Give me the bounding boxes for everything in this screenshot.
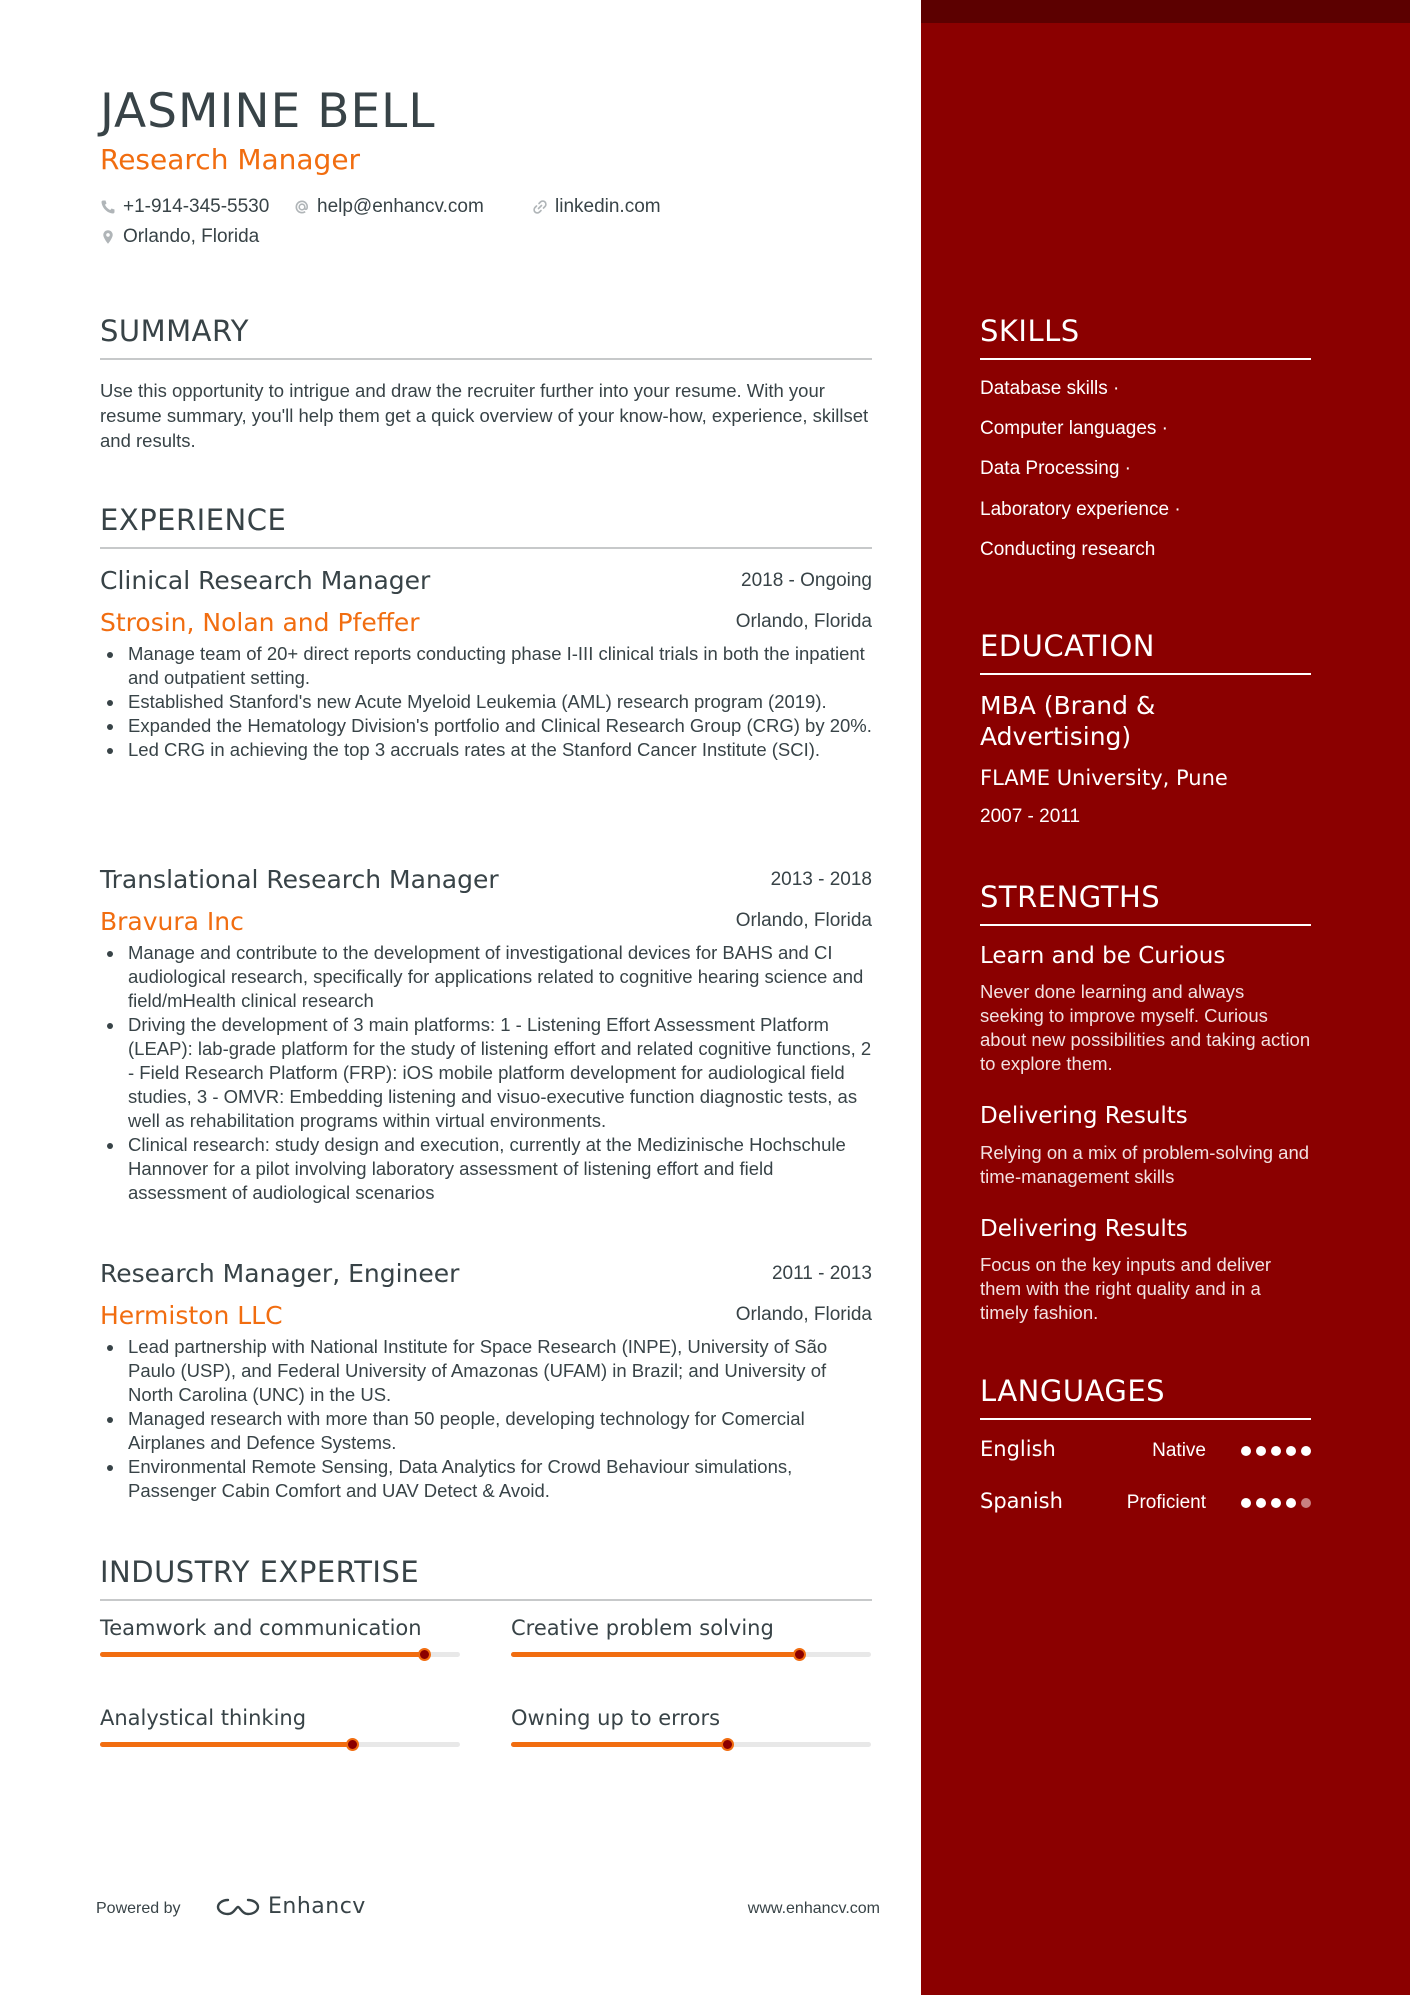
powered-by-text: Powered by <box>96 1900 181 1917</box>
expertise-item <box>100 1706 460 1747</box>
expertise-knob <box>721 1738 734 1751</box>
job-bullets <box>100 642 872 762</box>
location-text: Orlando, Florida <box>123 226 260 247</box>
expertise-track <box>100 1742 460 1747</box>
rating-dot <box>1286 1498 1296 1508</box>
job-bullets <box>100 1335 872 1503</box>
job-title: Clinical Research Manager <box>100 566 431 595</box>
skill-item: Computer languages · <box>980 418 1168 439</box>
expertise-label: Analystical thinking <box>100 1706 307 1730</box>
phone-icon <box>100 199 116 215</box>
job-entry <box>100 1259 872 1503</box>
expertise-label: Teamwork and communication <box>100 1616 422 1640</box>
language-row <box>980 1489 1311 1519</box>
skill-item: Data Processing · <box>980 458 1132 479</box>
job-bullet: Driving the development of 3 main platforms: 1 - Listening Effort Assessment Platform (LEAP): lab-grade platform for the study of listening effort and related cognitive functions, 2 - Field Research Platform (FRP): iOS mobile platform development for audiological field studies, 3 - OMVR: Embedding listening and visuo-executive function diagnostic tests, as well as rehabilitation programs within virtual environments. <box>100 1013 872 1133</box>
contact-linkedin[interactable] <box>532 196 661 218</box>
skills-heading: SKILLS <box>980 314 1311 360</box>
job-dates: 2011 - 2013 <box>771 1263 872 1284</box>
strength-description: Focus on the key inputs and deliver them with the right quality and in a timely fashion. <box>980 1254 1272 1323</box>
language-rating <box>1236 1446 1311 1456</box>
language-name: English <box>980 1437 1056 1461</box>
rating-dot <box>1241 1498 1251 1508</box>
expertise-fill <box>100 1742 352 1747</box>
expertise-item <box>511 1706 871 1747</box>
job-title: Research Manager, Engineer <box>100 1259 460 1288</box>
expertise-track <box>100 1652 460 1657</box>
sidebar <box>921 0 1410 1995</box>
rating-dot <box>1241 1446 1251 1456</box>
language-level: Proficient <box>1126 1492 1206 1513</box>
skill-item: Laboratory experience · <box>980 499 1181 520</box>
job-bullet: Led CRG in achieving the top 3 accruals rates at the Stanford Cancer Institute (SCI). <box>100 738 872 762</box>
job-bullet: Expanded the Hematology Division's portfolio and Clinical Research Group (CRG) by 20%. <box>100 714 872 738</box>
skill-item: Conducting research <box>980 539 1156 560</box>
job-bullet: Environmental Remote Sensing, Data Analytics for Crowd Behaviour simulations, Passenger Cabin Comfort and UAV Detect & Avoid. <box>100 1455 872 1503</box>
rating-dot <box>1256 1446 1266 1456</box>
contact-location <box>100 226 259 248</box>
candidate-name: JASMINE BELL <box>100 84 436 139</box>
strength-title: Delivering Results <box>980 1216 1188 1242</box>
expertise-item <box>511 1616 871 1657</box>
language-row <box>980 1437 1311 1467</box>
phone-text: +1-914-345-5530 <box>123 196 270 217</box>
enhancv-logo-icon <box>214 1895 262 1919</box>
education-degree: MBA (Brand & Advertising) <box>980 691 1156 751</box>
linkedin-text: linkedin.com <box>555 196 661 217</box>
job-company: Bravura Inc <box>100 907 244 936</box>
at-icon <box>294 199 310 215</box>
expertise-label: Owning up to errors <box>511 1706 721 1730</box>
strength-description: Relying on a mix of problem-solving and time-management skills <box>980 1142 1310 1187</box>
skill-item: Database skills · <box>980 378 1120 399</box>
sidebar-top-bar <box>921 0 1410 23</box>
job-location: Orlando, Florida <box>735 1304 872 1325</box>
footer <box>96 1892 880 1926</box>
job-title: Translational Research Manager <box>100 865 499 894</box>
enhancv-logo[interactable] <box>214 1894 366 1919</box>
expertise-fill <box>511 1742 727 1747</box>
education-heading: EDUCATION <box>980 629 1311 675</box>
expertise-knob <box>793 1648 806 1661</box>
job-company: Strosin, Nolan and Pfeffer <box>100 608 420 637</box>
job-location: Orlando, Florida <box>735 910 872 931</box>
expertise-item <box>100 1616 460 1657</box>
rating-dot <box>1271 1446 1281 1456</box>
job-bullet: Manage and contribute to the development of investigational devices for BAHS and CI audiological research, specifically for applications related to cognitive hearing science and field/mHealth clinical research <box>100 941 872 1013</box>
job-dates: 2013 - 2018 <box>770 869 872 890</box>
location-pin-icon <box>100 229 116 245</box>
job-location: Orlando, Florida <box>735 611 872 632</box>
email-text: help@enhancv.com <box>317 196 484 217</box>
language-level: Native <box>1152 1440 1206 1461</box>
expertise-track <box>511 1652 871 1657</box>
job-dates: 2018 - Ongoing <box>741 570 872 591</box>
rating-dot <box>1301 1498 1311 1508</box>
expertise-heading: INDUSTRY EXPERTISE <box>100 1555 872 1601</box>
education-school: FLAME University, Pune <box>980 766 1228 790</box>
enhancv-logo-text: Enhancv <box>268 1894 366 1919</box>
job-bullet: Managed research with more than 50 people, developing technology for Comercial Airplanes and Defence Systems. <box>100 1407 872 1455</box>
languages-heading: LANGUAGES <box>980 1374 1311 1420</box>
expertise-knob <box>418 1648 431 1661</box>
job-entry <box>100 566 872 762</box>
job-company: Hermiston LLC <box>100 1301 283 1330</box>
expertise-knob <box>346 1738 359 1751</box>
job-bullet: Established Stanford's new Acute Myeloid Leukemia (AML) research program (2019). <box>100 690 872 714</box>
summary-text: Use this opportunity to intrigue and draw the recruiter further into your resume. With your resume summary, you'll help them get a quick overview of your know-how, experience, skillset and results. <box>100 380 869 451</box>
strength-title: Learn and be Curious <box>980 943 1226 969</box>
rating-dot <box>1286 1446 1296 1456</box>
experience-heading: EXPERIENCE <box>100 503 872 549</box>
job-entry <box>100 865 872 1205</box>
expertise-fill <box>100 1652 424 1657</box>
language-name: Spanish <box>980 1489 1063 1513</box>
job-bullet: Clinical research: study design and execution, currently at the Medizinische Hochschule Hannover for a pilot involving laboratory assessment of listening effort and field assessment of audiological scenarios <box>100 1133 872 1205</box>
education-years: 2007 - 2011 <box>980 806 1081 827</box>
rating-dot <box>1271 1498 1281 1508</box>
summary-heading: SUMMARY <box>100 314 872 360</box>
contact-email[interactable] <box>294 196 484 218</box>
strengths-heading: STRENGTHS <box>980 880 1311 926</box>
expertise-fill <box>511 1652 799 1657</box>
job-bullet: Lead partnership with National Institute for Space Research (INPE), University of São Paulo (USP), and Federal University of Amazonas (UFAM) in Brazil; and University of North Carolina (UNC) in the US. <box>100 1335 872 1407</box>
candidate-role: Research Manager <box>100 143 361 176</box>
rating-dot <box>1301 1446 1311 1456</box>
contact-phone[interactable] <box>100 196 269 218</box>
website-link[interactable]: www.enhancv.com <box>747 1900 880 1917</box>
strength-title: Delivering Results <box>980 1103 1188 1129</box>
language-rating <box>1236 1498 1311 1508</box>
expertise-track <box>511 1742 871 1747</box>
strength-description: Never done learning and always seeking to improve myself. Curious about new possibilities and taking action to explore them. <box>980 981 1311 1074</box>
job-bullet: Manage team of 20+ direct reports conducting phase I-III clinical trials in both the inpatient and outpatient setting. <box>100 642 872 690</box>
rating-dot <box>1256 1498 1266 1508</box>
job-bullets <box>100 941 872 1205</box>
link-icon <box>532 199 548 215</box>
expertise-label: Creative problem solving <box>511 1616 774 1640</box>
